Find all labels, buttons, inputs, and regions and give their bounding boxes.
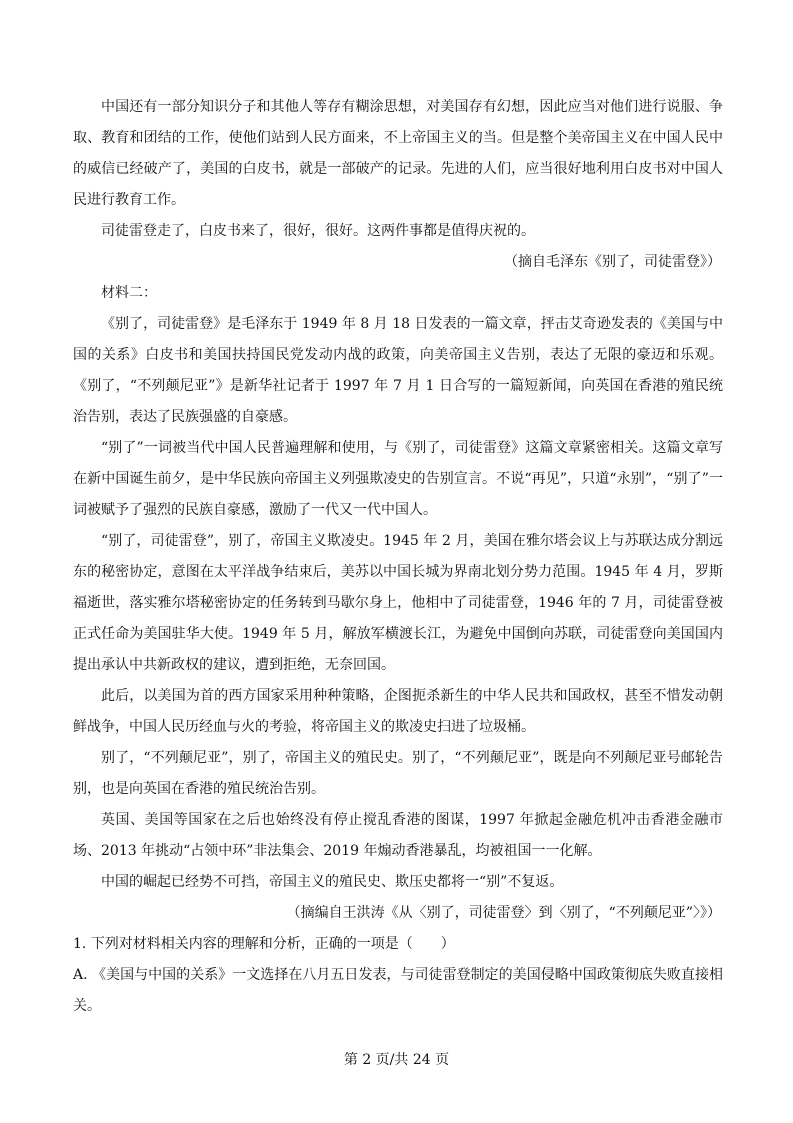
- paragraph: 中国的崛起已经势不可挡，帝国主义的殖民史、欺压史都将一“别”不复返。: [101, 874, 564, 890]
- paragraph: 中国还有一部分知识分子和其他人等存有糊涂思想，对美国存有幻想，因此应当对他们进行说服、争取、教育和团结的工作，使他们站到人民方面来，不上帝国主义的当。但是整个美帝国主义在中国人民中的威信已经破产了，美国的白皮书，就是一部破产的记录。先进的人们，应当很好地利用白皮书对中国人民进行教育工作。: [73, 99, 723, 208]
- page-footer: 第 2 页/共 24 页: [343, 1052, 450, 1068]
- paragraph: “别了”一词被当代中国人民普遍理解和使用，与《别了，司徒雷登》这篇文章紧密相关。这篇文章写在新中国诞生前夕，是中华民族向帝国主义列强欺凌史的告别宣言。不说“再见”，只道“永别”，“别了”一词被赋予了强烈的民族自豪感，激励了一代又一代中国人。: [73, 440, 723, 518]
- source-citation: （摘自毛泽东《别了，司徒雷登》）: [504, 254, 721, 270]
- paragraph: “别了，司徒雷登”，别了，帝国主义欺凌史。1945 年 2 月，美国在雅尔塔会议上与苏联达成分割远东的秘密协定，意图在太平洋战争结束后，美苏以中国长城为界南北划分势力范围。1945 年 4 月，罗斯福逝世，落实雅尔塔秘密协定的任务转到马歇尔身上，他相中了司徒雷登，1946 年的 7 月，司徒雷登被正式任命为美国驻华大使。1949 年 5 月，解放军横渡长江，为避免中国倒向苏联，司徒雷登向美国国内提出承认中共新政权的建议，遭到拒绝，无奈回国。: [73, 533, 723, 673]
- material-label: 材料二：: [101, 285, 157, 301]
- page-content: [73, 92, 723, 1022]
- paragraph: 英国、美国等国家在之后也始终没有停止搅乱香港的图谋，1997 年掀起金融危机冲击香港金融市场、2013 年挑动“占领中环”非法集会、2019 年煽动香港暴乱，均被祖国一一化解。: [73, 812, 723, 859]
- answer-option-a: A. 《美国与中国的关系》一文选择在八月五日发表，与司徒雷登制定的美国侵略中国政策彻底失败直接相关。: [73, 967, 723, 1014]
- paragraph: 此后，以美国为首的西方国家采用种种策略，企图扼杀新生的中华人民共和国政权，甚至不惜发动朝鲜战争，中国人民历经血与火的考验，将帝国主义的欺凌史扫进了垃圾桶。: [73, 688, 723, 735]
- source-citation: （摘编自王洪涛《从〈别了，司徒雷登〉到〈别了，“不列颠尼亚”〉》）: [286, 905, 721, 921]
- paragraph: 司徒雷登走了，白皮书来了，很好，很好。这两件事都是值得庆祝的。: [101, 223, 535, 239]
- paragraph: 《别了，司徒雷登》是毛泽东于 1949 年 8 月 18 日发表的一篇文章，抨击艾奇逊发表的《美国与中国的关系》白皮书和美国扶持国民党发动内战的政策，向美帝国主义告别，表达了无限的豪迈和乐观。《别了，“不列颠尼亚”》是新华社记者于 1997 年 7 月 1 日合写的一篇短新闻，向英国在香港的殖民统治告别，表达了民族强盛的自豪感。: [73, 316, 723, 425]
- paragraph: 别了，“不列颠尼亚”，别了，帝国主义的殖民史。别了，“不列颠尼亚”，既是向不列颠尼亚号邮轮告别，也是向英国在香港的殖民统治告别。: [73, 750, 723, 797]
- question-stem: 1. 下列对材料相关内容的理解和分析，正确的一项是（ ）: [73, 936, 455, 952]
